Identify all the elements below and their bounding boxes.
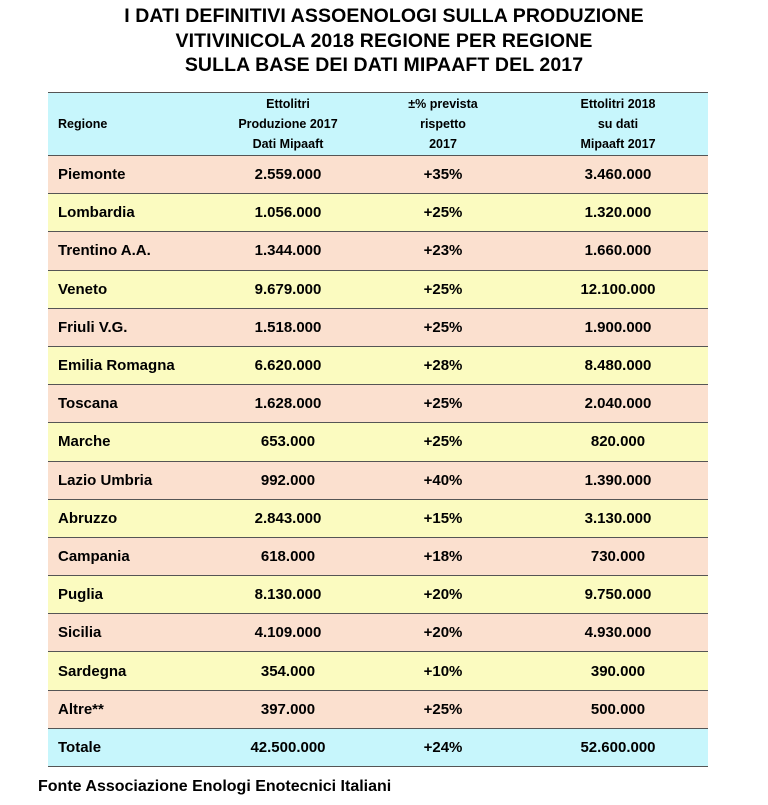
- cell-variazione: +25%: [358, 308, 528, 346]
- cell-variazione: +28%: [358, 346, 528, 384]
- cell-stima-2018: 9.750.000: [528, 576, 708, 614]
- header-regione: Regione: [48, 93, 218, 156]
- cell-prod-2017: 9.679.000: [218, 270, 358, 308]
- table-row: [48, 461, 708, 499]
- cell-regione: Toscana: [48, 385, 218, 423]
- cell-variazione: +10%: [358, 652, 528, 690]
- header-stima-2018: [528, 93, 708, 156]
- cell-prod-2017: 4.109.000: [218, 614, 358, 652]
- cell-regione: Sicilia: [48, 614, 218, 652]
- header-produzione-2017: [218, 93, 358, 156]
- cell-variazione: +25%: [358, 270, 528, 308]
- table-row: [48, 499, 708, 537]
- table-header-row: [48, 93, 708, 156]
- cell-stima-2018: 4.930.000: [528, 614, 708, 652]
- cell-prod-2017: 6.620.000: [218, 346, 358, 384]
- header-line: Dati Mipaaft: [252, 137, 324, 151]
- table-row: [48, 156, 708, 194]
- header-line: Produzione 2017: [238, 117, 338, 131]
- header-line: 2017: [429, 137, 457, 151]
- cell-stima-2018: 8.480.000: [528, 346, 708, 384]
- cell-regione: Lazio Umbria: [48, 461, 218, 499]
- cell-variazione: +25%: [358, 194, 528, 232]
- header-line: rispetto: [420, 117, 466, 131]
- cell-variazione: +25%: [358, 385, 528, 423]
- cell-prod-2017: 618.000: [218, 537, 358, 575]
- cell-stima-2018: 1.660.000: [528, 232, 708, 270]
- cell-variazione: +40%: [358, 461, 528, 499]
- table-row: [48, 537, 708, 575]
- cell-variazione: +20%: [358, 614, 528, 652]
- table-row: [48, 423, 708, 461]
- cell-stima-2018-totale: 52.600.000: [528, 728, 708, 766]
- production-table: [48, 92, 708, 767]
- cell-regione: Emilia Romagna: [48, 346, 218, 384]
- cell-regione: Marche: [48, 423, 218, 461]
- cell-prod-2017: 1.056.000: [218, 194, 358, 232]
- cell-stima-2018: 1.900.000: [528, 308, 708, 346]
- table-row: [48, 614, 708, 652]
- cell-regione-totale: Totale: [48, 728, 218, 766]
- cell-stima-2018: 12.100.000: [528, 270, 708, 308]
- cell-regione: Lombardia: [48, 194, 218, 232]
- cell-variazione: +35%: [358, 156, 528, 194]
- cell-stima-2018: 1.320.000: [528, 194, 708, 232]
- cell-regione: Piemonte: [48, 156, 218, 194]
- cell-stima-2018: 1.390.000: [528, 461, 708, 499]
- cell-variazione-totale: +24%: [358, 728, 528, 766]
- header-line: ±% prevista: [408, 97, 478, 111]
- source-note: Fonte Associazione Enologi Enotecnici Italiani: [38, 778, 392, 795]
- table-row: [48, 652, 708, 690]
- cell-stima-2018: 820.000: [528, 423, 708, 461]
- cell-stima-2018: 500.000: [528, 690, 708, 728]
- cell-regione: Sardegna: [48, 652, 218, 690]
- cell-stima-2018: 390.000: [528, 652, 708, 690]
- cell-variazione: +23%: [358, 232, 528, 270]
- cell-prod-2017: 397.000: [218, 690, 358, 728]
- cell-variazione: +15%: [358, 499, 528, 537]
- cell-stima-2018: 730.000: [528, 537, 708, 575]
- table-row: [48, 690, 708, 728]
- title-line-1: I DATI DEFINITIVI ASSOENOLOGI SULLA PRODUZIONE: [124, 5, 644, 27]
- table-row: [48, 270, 708, 308]
- cell-prod-2017: 8.130.000: [218, 576, 358, 614]
- table-row: [48, 576, 708, 614]
- header-line: Ettolitri: [266, 97, 310, 111]
- table-row: [48, 232, 708, 270]
- header-line: Ettolitri 2018: [580, 97, 656, 111]
- title-line-3: SULLA BASE DEI DATI MIPAAFT DEL 2017: [184, 54, 584, 76]
- cell-variazione: +20%: [358, 576, 528, 614]
- cell-stima-2018: 2.040.000: [528, 385, 708, 423]
- table-row: [48, 385, 708, 423]
- table-row: [48, 194, 708, 232]
- cell-prod-2017-totale: 42.500.000: [218, 728, 358, 766]
- table-total-row: [48, 728, 708, 766]
- cell-prod-2017: 653.000: [218, 423, 358, 461]
- table-row: [48, 308, 708, 346]
- header-variazione: [358, 93, 528, 156]
- cell-prod-2017: 992.000: [218, 461, 358, 499]
- cell-regione: Trentino A.A.: [48, 232, 218, 270]
- cell-regione: Friuli V.G.: [48, 308, 218, 346]
- cell-prod-2017: 2.559.000: [218, 156, 358, 194]
- header-line: Mipaaft 2017: [580, 137, 656, 151]
- page-title: [0, 4, 768, 78]
- cell-prod-2017: 1.344.000: [218, 232, 358, 270]
- cell-regione: Campania: [48, 537, 218, 575]
- cell-regione: Puglia: [48, 576, 218, 614]
- cell-regione: Altre**: [48, 690, 218, 728]
- cell-stima-2018: 3.460.000: [528, 156, 708, 194]
- cell-stima-2018: 3.130.000: [528, 499, 708, 537]
- cell-prod-2017: 1.628.000: [218, 385, 358, 423]
- cell-variazione: +25%: [358, 423, 528, 461]
- cell-variazione: +25%: [358, 690, 528, 728]
- cell-prod-2017: 2.843.000: [218, 499, 358, 537]
- header-line: su dati: [597, 117, 639, 131]
- cell-regione: Veneto: [48, 270, 218, 308]
- cell-prod-2017: 1.518.000: [218, 308, 358, 346]
- title-line-2: VITIVINICOLA 2018 REGIONE PER REGIONE: [175, 29, 593, 52]
- cell-variazione: +18%: [358, 537, 528, 575]
- cell-regione: Abruzzo: [48, 499, 218, 537]
- table-row: [48, 346, 708, 384]
- cell-prod-2017: 354.000: [218, 652, 358, 690]
